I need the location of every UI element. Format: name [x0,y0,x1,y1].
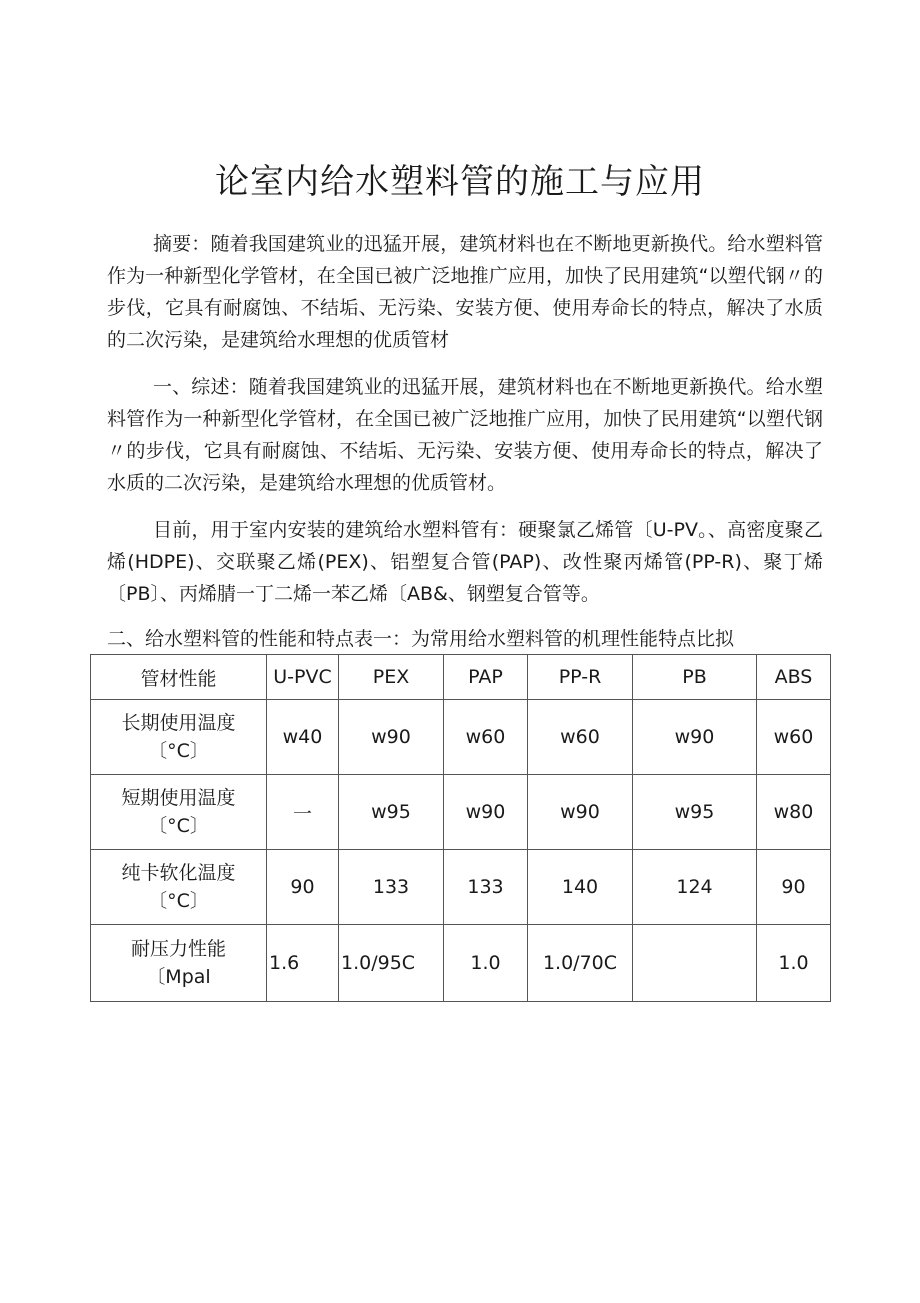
table-row [91,775,831,850]
table-cell: w90 [528,775,633,850]
row-label [91,850,267,925]
section-2-heading: 二、给水塑料管的性能和特点表一：为常用给水塑料管的机理性能特点比拟 [107,628,735,650]
table-cell: w90 [444,775,528,850]
row-label-line2: 〔Mpal [146,966,211,988]
table-row [91,850,831,925]
row-label-line1: 耐压力性能 [130,938,226,960]
table-cell: w60 [444,700,528,775]
table-cell: 1.0/95C [339,925,444,1002]
table-cell: 1.6 [267,925,339,1002]
table-cell: w95 [633,775,757,850]
header-cell-pex: PEX [339,655,444,700]
table-cell: 1.0/70C [528,925,633,1002]
row-label-line1: 短期使用温度 [121,787,236,809]
header-cell-abs: ABS [757,655,831,700]
header-cell-upvc: U-PVC [267,655,339,700]
table-cell: 124 [633,850,757,925]
row-label-line1: 长期使用温度 [121,712,236,734]
header-cell-ppr: PP-R [528,655,633,700]
overview-paragraph: 一、综述：随着我国建筑业的迅猛开展，建筑材料也在不断地更新换代。给水塑料管作为一种新型化学管材，在全国已被广泛地推广应用，加快了民用建筑“以塑代钢〃的步伐，它具有耐腐蚀、不结垢、无污染、安装方便、使用寿命长的特点，解决了水质的二次污染，是建筑给水理想的优质管材。 [107,376,823,494]
table-cell: 133 [444,850,528,925]
current-pipes-paragraph: 目前，用于室内安装的建筑给水塑料管有：硬聚氯乙烯管〔U-PV。、高密度聚乙烯(HDPE)、交联聚乙烯(PEX)、铝塑复合管(PAP)、改性聚丙烯管(PP-R)、聚丁烯〔PB〕、丙烯腈一丁二烯一苯乙烯〔AB&、钢塑复合管等。 [107,519,823,605]
table-cell: 1.0 [444,925,528,1002]
row-label-line2: 〔°C〕 [148,890,209,912]
table-cell: 1.0 [757,925,831,1002]
header-cell-pb: PB [633,655,757,700]
table-cell: w95 [339,775,444,850]
row-label-line2: 〔°C〕 [148,740,209,762]
table-cell: 90 [757,850,831,925]
table-cell: w90 [339,700,444,775]
abstract-paragraph: 摘要：随着我国建筑业的迅猛开展，建筑材料也在不断地更新换代。给水塑料管作为一种新型化学管材，在全国已被广泛地推广应用，加快了民用建筑“以塑代钢〃的步伐，它具有耐腐蚀、不结垢、无污染、安装方便、使用寿命长的特点，解决了水质的二次污染，是建筑给水理想的优质管材 [107,233,823,351]
header-cell-property: 管材性能 [91,655,267,700]
table-cell: 133 [339,850,444,925]
row-label-line1: 纯卡软化温度 [121,862,236,884]
table-cell [633,925,757,1002]
table-cell: w80 [757,775,831,850]
row-label [91,775,267,850]
row-label [91,925,267,1002]
table-cell: w90 [633,700,757,775]
table-cell: w60 [528,700,633,775]
document-title: 论室内给水塑料管的施工与应用 [215,162,705,202]
table-header-row [91,655,831,700]
table-cell: 90 [267,850,339,925]
table-cell: 140 [528,850,633,925]
pipe-properties-table [90,654,831,1002]
table-cell: w40 [267,700,339,775]
header-cell-pap: PAP [444,655,528,700]
table-row [91,925,831,1002]
table-row [91,700,831,775]
row-label-line2: 〔°C〕 [148,815,209,837]
row-label [91,700,267,775]
table-cell: w60 [757,700,831,775]
table-cell: 一 [267,775,339,850]
